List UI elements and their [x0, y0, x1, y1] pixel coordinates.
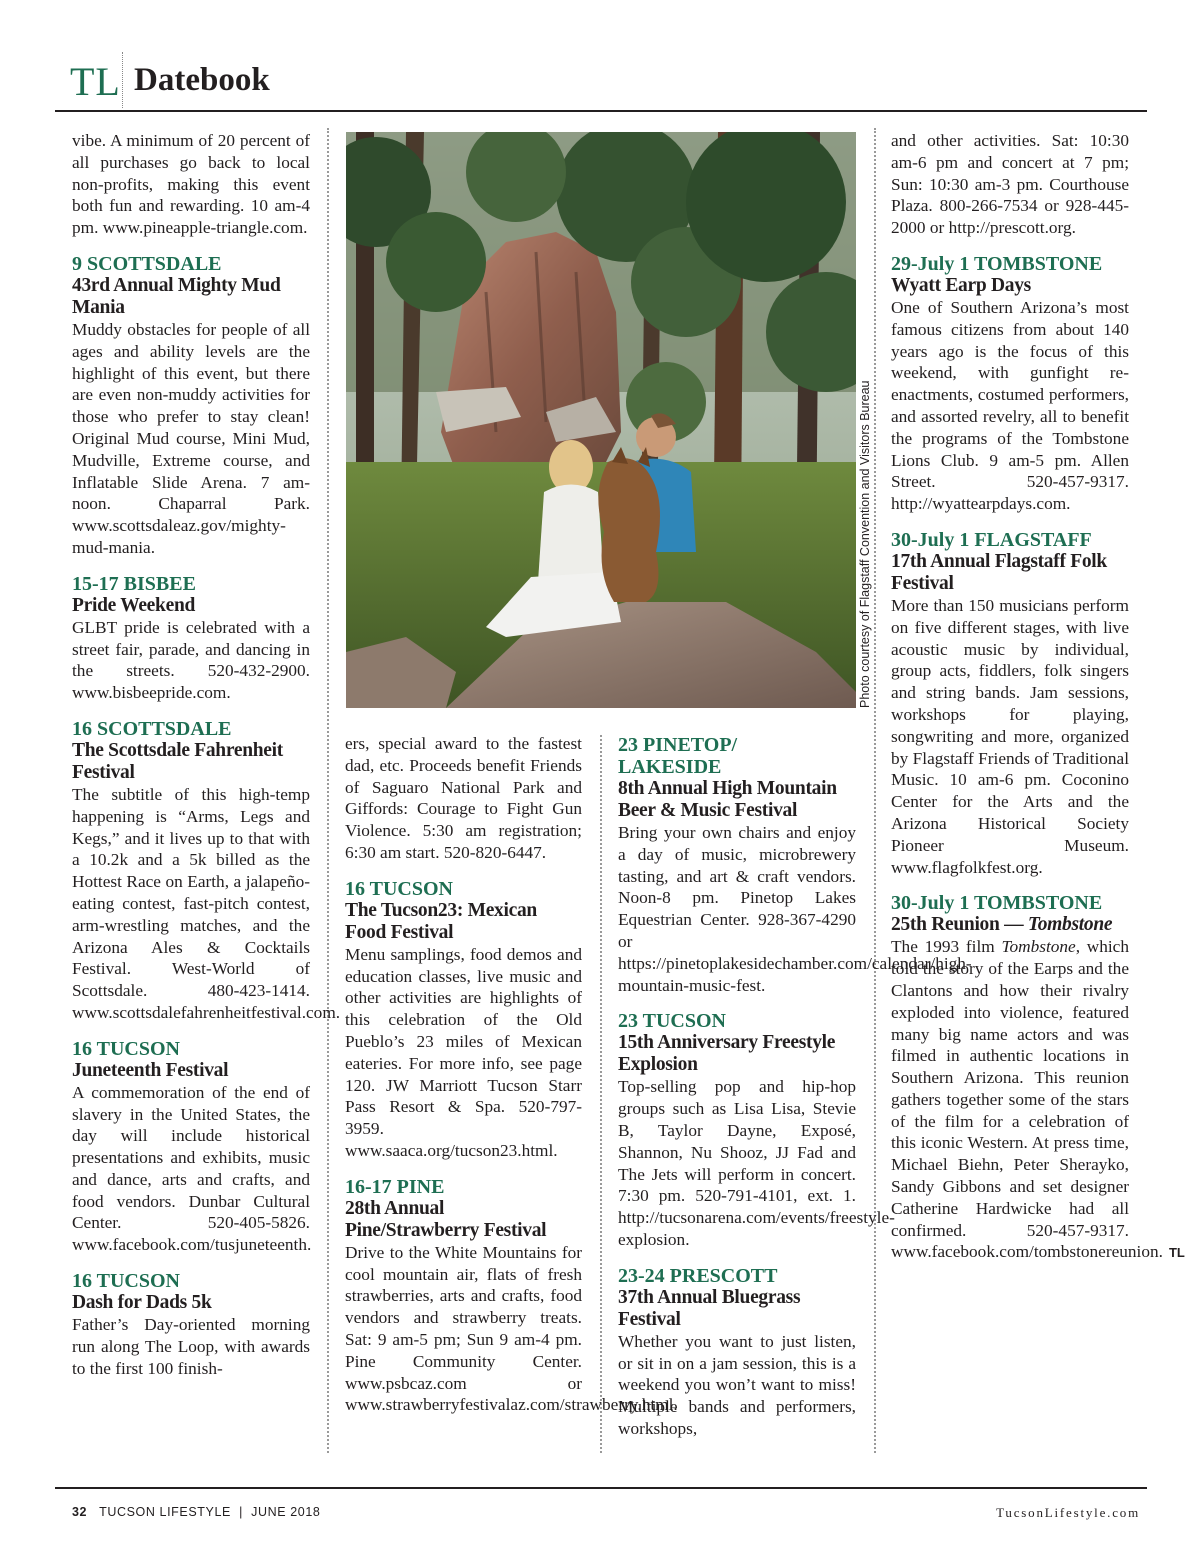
event-title: Wyatt Earp Days — [891, 274, 1031, 296]
event-title: 37th Annual Bluegrass Festival — [618, 1286, 801, 1330]
section-logo: TL — [70, 59, 121, 104]
continued-text: ers, special award to the fastest dad, etc. Proceeds benefit Friends of Saguaro National Park and Giffords: Courage to Fight Gun Violence. 5:30 am registration; 6:30 am start. 520-820-6447. — [345, 734, 582, 862]
column-4 — [891, 130, 1185, 1264]
event-title: Pride Weekend — [72, 594, 196, 616]
photo-credit: Photo courtesy of Flagstaff Convention and Visitors Bureau — [858, 380, 872, 708]
event-date: 23-24 PRESCOTT — [618, 1264, 778, 1287]
event-listing — [72, 253, 310, 559]
event-listing — [72, 717, 341, 1024]
event-date: 29-July 1 TOMBSTONE — [891, 252, 1103, 275]
event-date: 23 TUCSON — [618, 1010, 726, 1033]
forest-couple-photo — [346, 132, 856, 708]
event-listing — [72, 1270, 310, 1379]
event-description: Top-selling pop and hip-hop groups such as Lisa Lisa, Stevie B, Taylor Dayne, Exposé, Shannon, Nu Shooz, JJ Fad and The Jets will perform in concert. 7:30 pm. 520-791-4101, ext. 1. http://tucsonarena.com/events/freestyle-explosion. — [618, 1077, 895, 1249]
event-date: 16 TUCSON — [345, 877, 453, 900]
event-date: 16 SCOTTSDALE — [72, 717, 232, 740]
event-description: The subtitle of this high-temp happening is “Arms, Legs and Kegs,” and it lives up to that with a 10.2k and a 5k billed as the Hottest Race on Earth, a jalapeño-eating contest, fast-pitch contest, arm-wrestling matches, and the Arizona Ales & Cocktails Festival. West-World of Scottsdale. 480-423-1414. www.scottsdalefahrenheitfestival.com. — [72, 784, 341, 1022]
event-date: 16 TUCSON — [72, 1037, 180, 1060]
event-date: 23 PINETOP/ LAKESIDE — [618, 734, 738, 778]
footer-rule — [55, 1487, 1147, 1489]
column-divider — [874, 128, 876, 1453]
event-description: Bring your own chairs and enjoy a day of music, microbrewery tasting, and art & craft vendors. Noon-8 pm. Pinetop Lakes Equestrian Center. 928-367-4290 or https://pinetoplakesidechamber.com/calendar/high-mountain-music-fest. — [618, 823, 972, 995]
event-description: Menu samplings, food demos and education classes, live music and other activities are highlights of this celebration of the Old Pueblo’s 23 miles of Mexican eateries. For more info, see page 120. JW Marriott Tucson Starr Pass Resort & Spa. 520-797-3959. www.saaca.org/tucson23.html. — [345, 944, 582, 1160]
photo-illustration — [346, 132, 856, 708]
event-title: The Scottsdale Fahrenheit Festival — [72, 739, 283, 783]
header-divider — [122, 52, 123, 108]
event-listing — [891, 253, 1129, 515]
event-description: Whether you want to just listen, or sit in on a jam session, this is a weekend you won’t want to miss! Multiple bands and performers, workshops, — [618, 1331, 856, 1438]
event-date: 16-17 PINE — [345, 1175, 445, 1198]
continued-text: and other activities. Sat: 10:30 am-6 pm and concert at 7 pm; Sun: 10:30 am-3 pm. Courthouse Plaza. 800-266-7534 or 928-445-2000 or http://prescott.org. — [891, 131, 1129, 238]
event-description: Father’s Day-oriented morning run along The Loop, with awards to the first 100 finish- — [72, 1315, 310, 1378]
column-divider — [327, 128, 329, 1453]
event-listing — [618, 1265, 856, 1440]
description-part: , which told the story of the Earps and the Clantons and how their rivalry exploded into violence, featured many big name actors and was filmed in authentic locations in Southern Arizona. This reunion gathers together some of the stars of the film for a celebration of this iconic Western. At press time, Michael Biehn, Peter Sherayko, Sandy Gibbons and set designer Catherine Hardwicke had all confirmed. 520-457-9317. www.facebook.com/tombstonereunion. — [891, 937, 1163, 1262]
event-description: More than 150 musicians perform on five different stages, with live acoustic music by individual, group acts, fiddlers, folk singers and string bands. Jam sessions, workshops for playing, songwriting and more, organized by Flagstaff Friends of Traditional Music. 10 am-6 pm. Coconino Center for the Arts and the Arizona Historical Society Pioneer Museum. www.flagfolkfest.org. — [891, 595, 1129, 877]
event-title: 17th Annual Flagstaff Folk Festival — [891, 550, 1107, 594]
description-part: The 1993 film — [891, 937, 1002, 957]
event-title-italic: Tombstone — [1027, 914, 1113, 936]
event-listing — [345, 878, 582, 1162]
event-title: Dash for Dads 5k — [72, 1292, 212, 1314]
column-1 — [72, 130, 341, 1379]
event-date: 30-July 1 TOMBSTONE — [891, 892, 1103, 915]
folio — [72, 1505, 320, 1519]
event-listing — [72, 573, 310, 704]
event-listing — [72, 1038, 310, 1256]
film-title: Tombstone — [1001, 937, 1076, 957]
event-title-part: 25th Reunion — — [891, 914, 1028, 936]
continued-text: vibe. A minimum of 20 percent of all purchases go back to local non-profits, making this event both fun and rewarding. 10 am-4 pm. www.pineapple-triangle.com. — [72, 131, 310, 238]
event-date: 16 TUCSON — [72, 1270, 180, 1293]
event-date: 30-July 1 FLAGSTAFF — [891, 528, 1092, 551]
column-divider — [600, 735, 602, 1453]
event-title: Juneteenth Festival — [72, 1059, 229, 1081]
event-description: GLBT pride is celebrated with a street fair, parade, and dancing in the streets. 520-432-2900. www.bisbeepride.com. — [72, 617, 310, 703]
event-description: Drive to the White Mountains for cool mountain air, flats of fresh strawberries, arts and crafts, food vendors and strawberry treats. Sat: 9 am-5 pm; Sun 9 am-4 pm. Pine Community Center. www.psbcaz.com or www.strawberryfestivalaz.com/strawberry.html. — [345, 1242, 678, 1415]
website: TucsonLifestyle.com — [996, 1505, 1140, 1520]
folio-divider: | — [230, 1505, 252, 1519]
event-listing — [891, 892, 1185, 1264]
event-listing — [618, 1010, 895, 1250]
event-title: 8th Annual High Mountain Beer & Music Festival — [618, 778, 837, 821]
event-date: 9 SCOTTSDALE — [72, 252, 222, 275]
magazine-name: TUCSON LIFESTYLE — [99, 1505, 231, 1519]
header-rule — [55, 110, 1147, 112]
event-listing — [345, 1175, 678, 1416]
event-title: 43rd Annual Mighty Mud Mania — [72, 274, 281, 318]
event-title: The Tucson23: Mexican Food Festival — [345, 899, 537, 943]
event-date: 15-17 BISBEE — [72, 572, 196, 595]
page-number: 32 — [72, 1505, 88, 1519]
event-description — [891, 936, 1185, 1264]
event-listing — [891, 529, 1129, 878]
event-description: One of Southern Arizona’s most famous citizens from about 140 years ago is the focus of this weekend, with gunfight re-enactments, costumed performers, and assorted revelry, all to benefit the programs of the Tombstone Lions Club. 9 am-5 pm. Allen Street. 520-457-9317. http://wyattearpdays.com. — [891, 297, 1129, 514]
end-mark: TL — [1168, 1245, 1185, 1261]
event-title: 15th Anniversary Freestyle Explosion — [618, 1032, 836, 1076]
event-title: 28th Annual Pine/Strawberry Festival — [345, 1197, 547, 1241]
section-title: Datebook — [134, 62, 270, 98]
event-description: A commemoration of the end of slavery in the United States, the day will include historical presentations and exhibits, music and dance, arts and crafts, and food vendors. Dunbar Cultural Center. 520-405-5826. www.facebook.com/tusjuneteenth. — [72, 1082, 312, 1255]
event-description: Muddy obstacles for people of all ages and ability levels are the highlight of this event, but there are even non-muddy activities for those who prefer to stay clean! Original Mud course, Mini Mud, Mudville, Extreme course, and Inflatable Slide Arena. 7 am-noon. Chaparral Park. www.scottsdaleaz.gov/mighty-mud-mania. — [72, 319, 310, 557]
event-title — [891, 914, 1129, 936]
issue-date: JUNE 2018 — [251, 1505, 321, 1519]
